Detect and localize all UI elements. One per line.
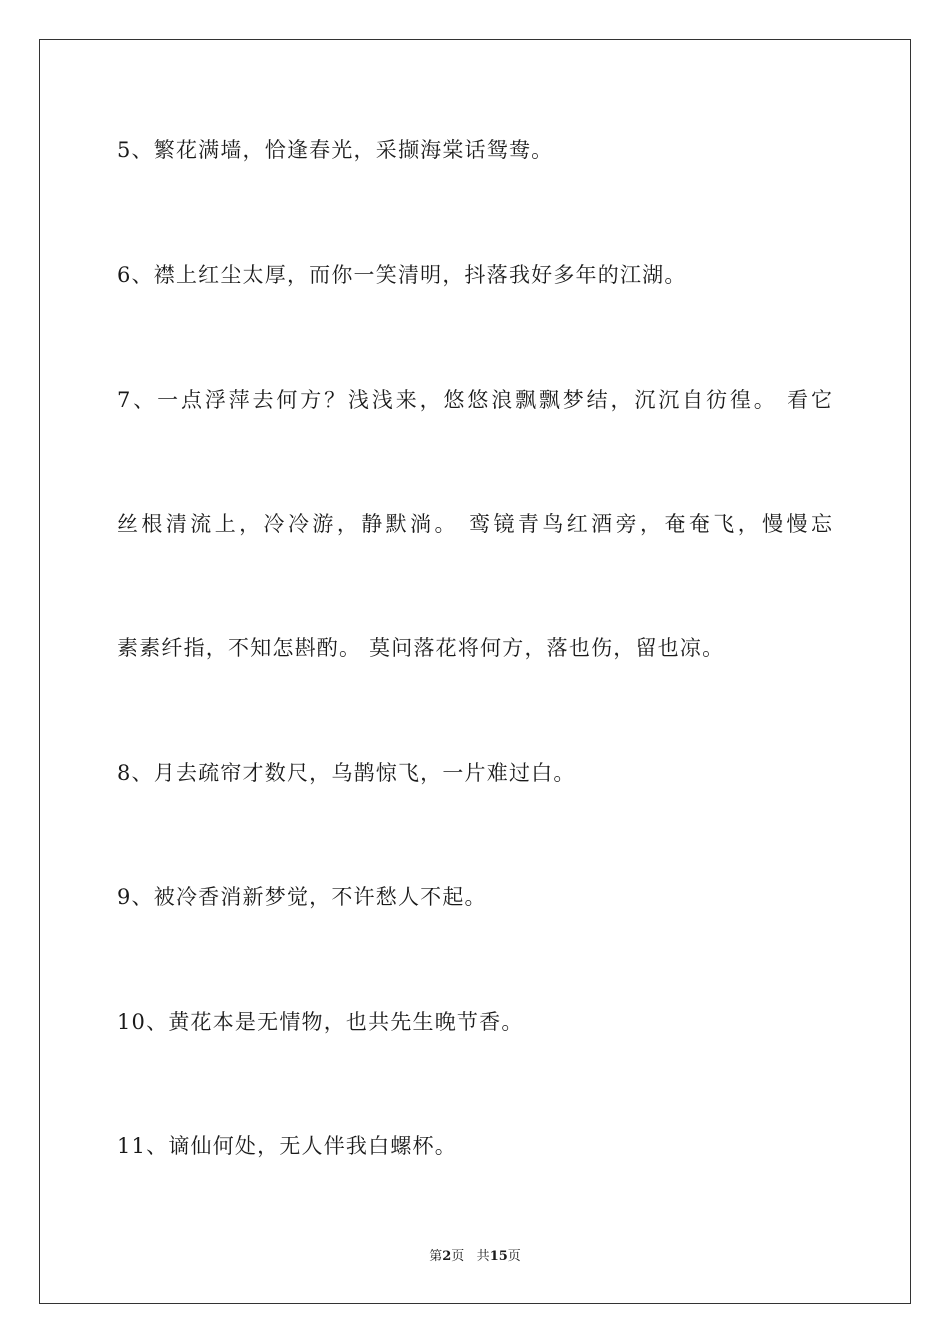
text-line-7a: 7、一点浮萍去何方？浅浅来，悠悠浪飘飘梦结，沉沉自彷徨。 看它 — [117, 388, 832, 412]
footer-total-prefix: 共 — [476, 1249, 490, 1264]
footer-page-prefix: 第 — [429, 1249, 443, 1264]
page-frame — [39, 39, 911, 1304]
text-line-5: 5、繁花满墙，恰逢春光，采撷海棠话鸳鸯。 — [117, 138, 554, 162]
text-line-7b: 丝根清流上，冷冷游，静默淌。 鸾镜青鸟红酒旁，奄奄飞，慢慢忘 — [117, 512, 832, 536]
text-line-9: 9、被冷香消新梦觉，不许愁人不起。 — [117, 885, 487, 909]
page-footer — [0, 1249, 950, 1265]
text-line-10: 10、黄花本是无情物，也共先生晚节香。 — [117, 1010, 524, 1034]
footer-page-suffix: 页 — [451, 1249, 465, 1264]
footer-page-total: 15 — [489, 1249, 508, 1264]
text-line-6: 6、襟上红尘太厚，而你一笑清明，抖落我好多年的江湖。 — [117, 263, 687, 287]
text-line-11: 11、谪仙何处，无人伴我白螺杯。 — [117, 1134, 457, 1158]
text-line-7c: 素素纤指，不知怎斟酌。 莫问落花将何方，落也伤，留也凉。 — [117, 636, 725, 660]
footer-page-current: 2 — [442, 1249, 452, 1264]
footer-total-suffix: 页 — [507, 1249, 521, 1264]
text-line-8: 8、月去疏帘才数尺，乌鹊惊飞，一片难过白。 — [117, 761, 576, 785]
